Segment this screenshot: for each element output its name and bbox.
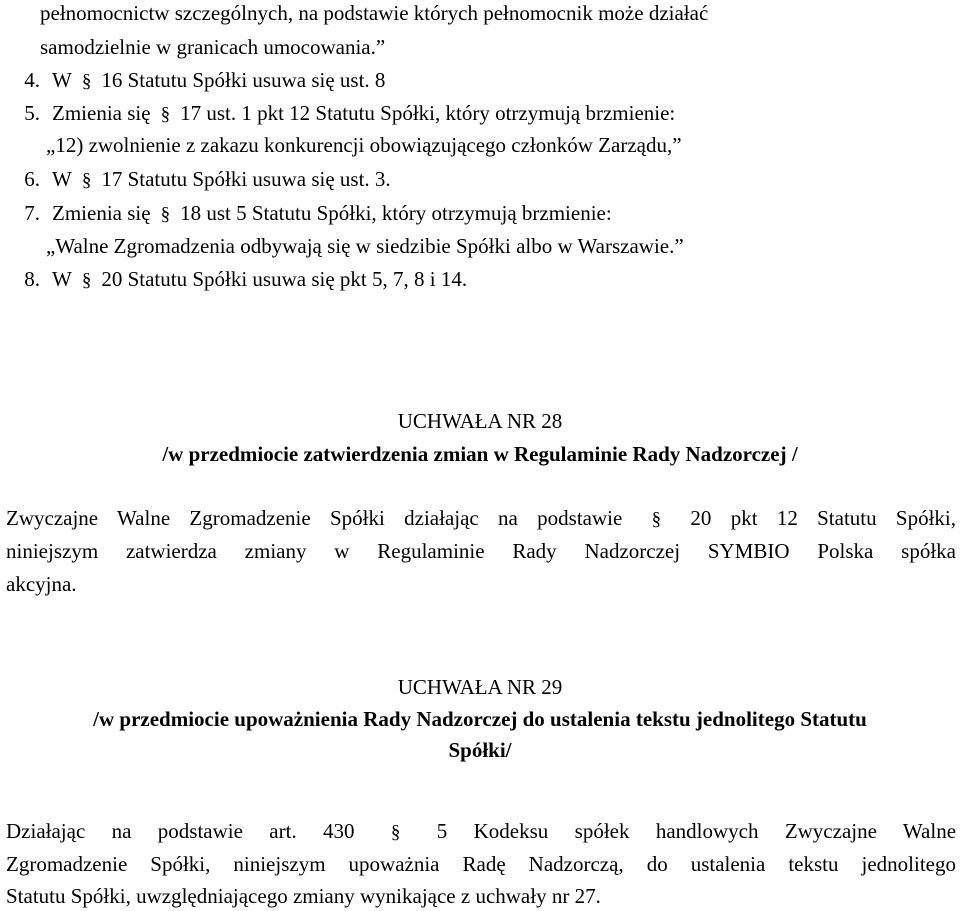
resolution-29-body-line-2: Zgromadzenie Spółki, niniejszym upoważnia Radę Nadzorczą, do ustalenia tekstu jednolitego xyxy=(6,852,956,876)
quoted-text: „Walne Zgromadzenia odbywają się w siedzibie Spółki albo w Warszawie.” xyxy=(46,234,684,258)
item-pre: W xyxy=(52,68,72,92)
resolution-29-subtitle-2: Spółki/ xyxy=(448,738,512,762)
continuation-line-1: pełnomocnictw szczególnych, na podstawie których pełnomocnik może działać xyxy=(40,1,709,25)
item-post: 20 Statutu Spółki usuwa się pkt 5, 7, 8 i 14. xyxy=(101,267,468,291)
resolution-28-body-line-1 xyxy=(6,505,956,533)
body-text: Działając na podstawie art. 430 xyxy=(6,819,355,843)
resolution-29-title: UCHWAŁA NR 29 xyxy=(397,675,563,699)
list-item xyxy=(6,100,675,128)
item-pre: Zmienia się xyxy=(52,201,151,225)
list-item xyxy=(6,200,612,228)
quoted-text: „12) zwolnienie z zakazu konkurencji obowiązującego członków Zarządu,” xyxy=(46,133,682,157)
body-text: 5 Kodeksu spółek handlowych Zwyczajne Walne xyxy=(436,819,957,843)
item-number: 7. xyxy=(24,201,40,225)
resolution-29-body-line-1 xyxy=(6,818,956,846)
body-text: Zwyczajne Walne Zgromadzenie Spółki działając na podstawie xyxy=(6,506,623,530)
body-text: 20 pkt 12 Statutu Spółki, xyxy=(690,506,957,530)
resolution-28-body-line-3: akcyjna. xyxy=(6,572,77,596)
continuation-line-2: samodzielnie w granicach umocowania.” xyxy=(40,35,386,59)
section-sign-icon: § xyxy=(390,822,401,843)
item-number: 6. xyxy=(24,167,40,191)
resolution-29-subtitle-1: /w przedmiocie upoważnienia Rady Nadzorczej do ustalenia tekstu jednolitego Statutu xyxy=(93,707,867,731)
section-sign-icon: § xyxy=(160,204,171,225)
list-item xyxy=(6,166,391,194)
resolution-29-body-line-3: Statutu Spółki, uwzględniającego zmiany wynikające z uchwały nr 27. xyxy=(6,884,601,908)
item-post: 17 Statutu Spółki usuwa się ust. 3. xyxy=(101,167,391,191)
item-number: 8. xyxy=(24,267,40,291)
section-sign-icon: § xyxy=(81,270,92,291)
section-sign-icon: § xyxy=(160,104,171,125)
item-post: 18 ust 5 Statutu Spółki, który otrzymują brzmienie: xyxy=(180,201,612,225)
item-number: 5. xyxy=(24,101,40,125)
list-item xyxy=(6,67,385,95)
list-item xyxy=(6,266,467,294)
resolution-28-body-line-2: niniejszym zatwierdza zmiany w Regulaminie Rady Nadzorczej SYMBIO Polska spółka xyxy=(6,539,956,563)
item-pre: Zmienia się xyxy=(52,101,151,125)
section-sign-icon: § xyxy=(651,509,662,530)
resolution-28-title: UCHWAŁA NR 28 xyxy=(397,409,563,433)
item-number: 4. xyxy=(24,68,40,92)
item-pre: W xyxy=(52,167,72,191)
resolution-28-subtitle: /w przedmiocie zatwierdzenia zmian w Regulaminie Rady Nadzorczej / xyxy=(162,442,798,466)
section-sign-icon: § xyxy=(81,71,92,92)
item-post: 16 Statutu Spółki usuwa się ust. 8 xyxy=(101,68,386,92)
item-pre: W xyxy=(52,267,72,291)
item-post: 17 ust. 1 pkt 12 Statutu Spółki, który otrzymują brzmienie: xyxy=(180,101,676,125)
section-sign-icon: § xyxy=(81,170,92,191)
